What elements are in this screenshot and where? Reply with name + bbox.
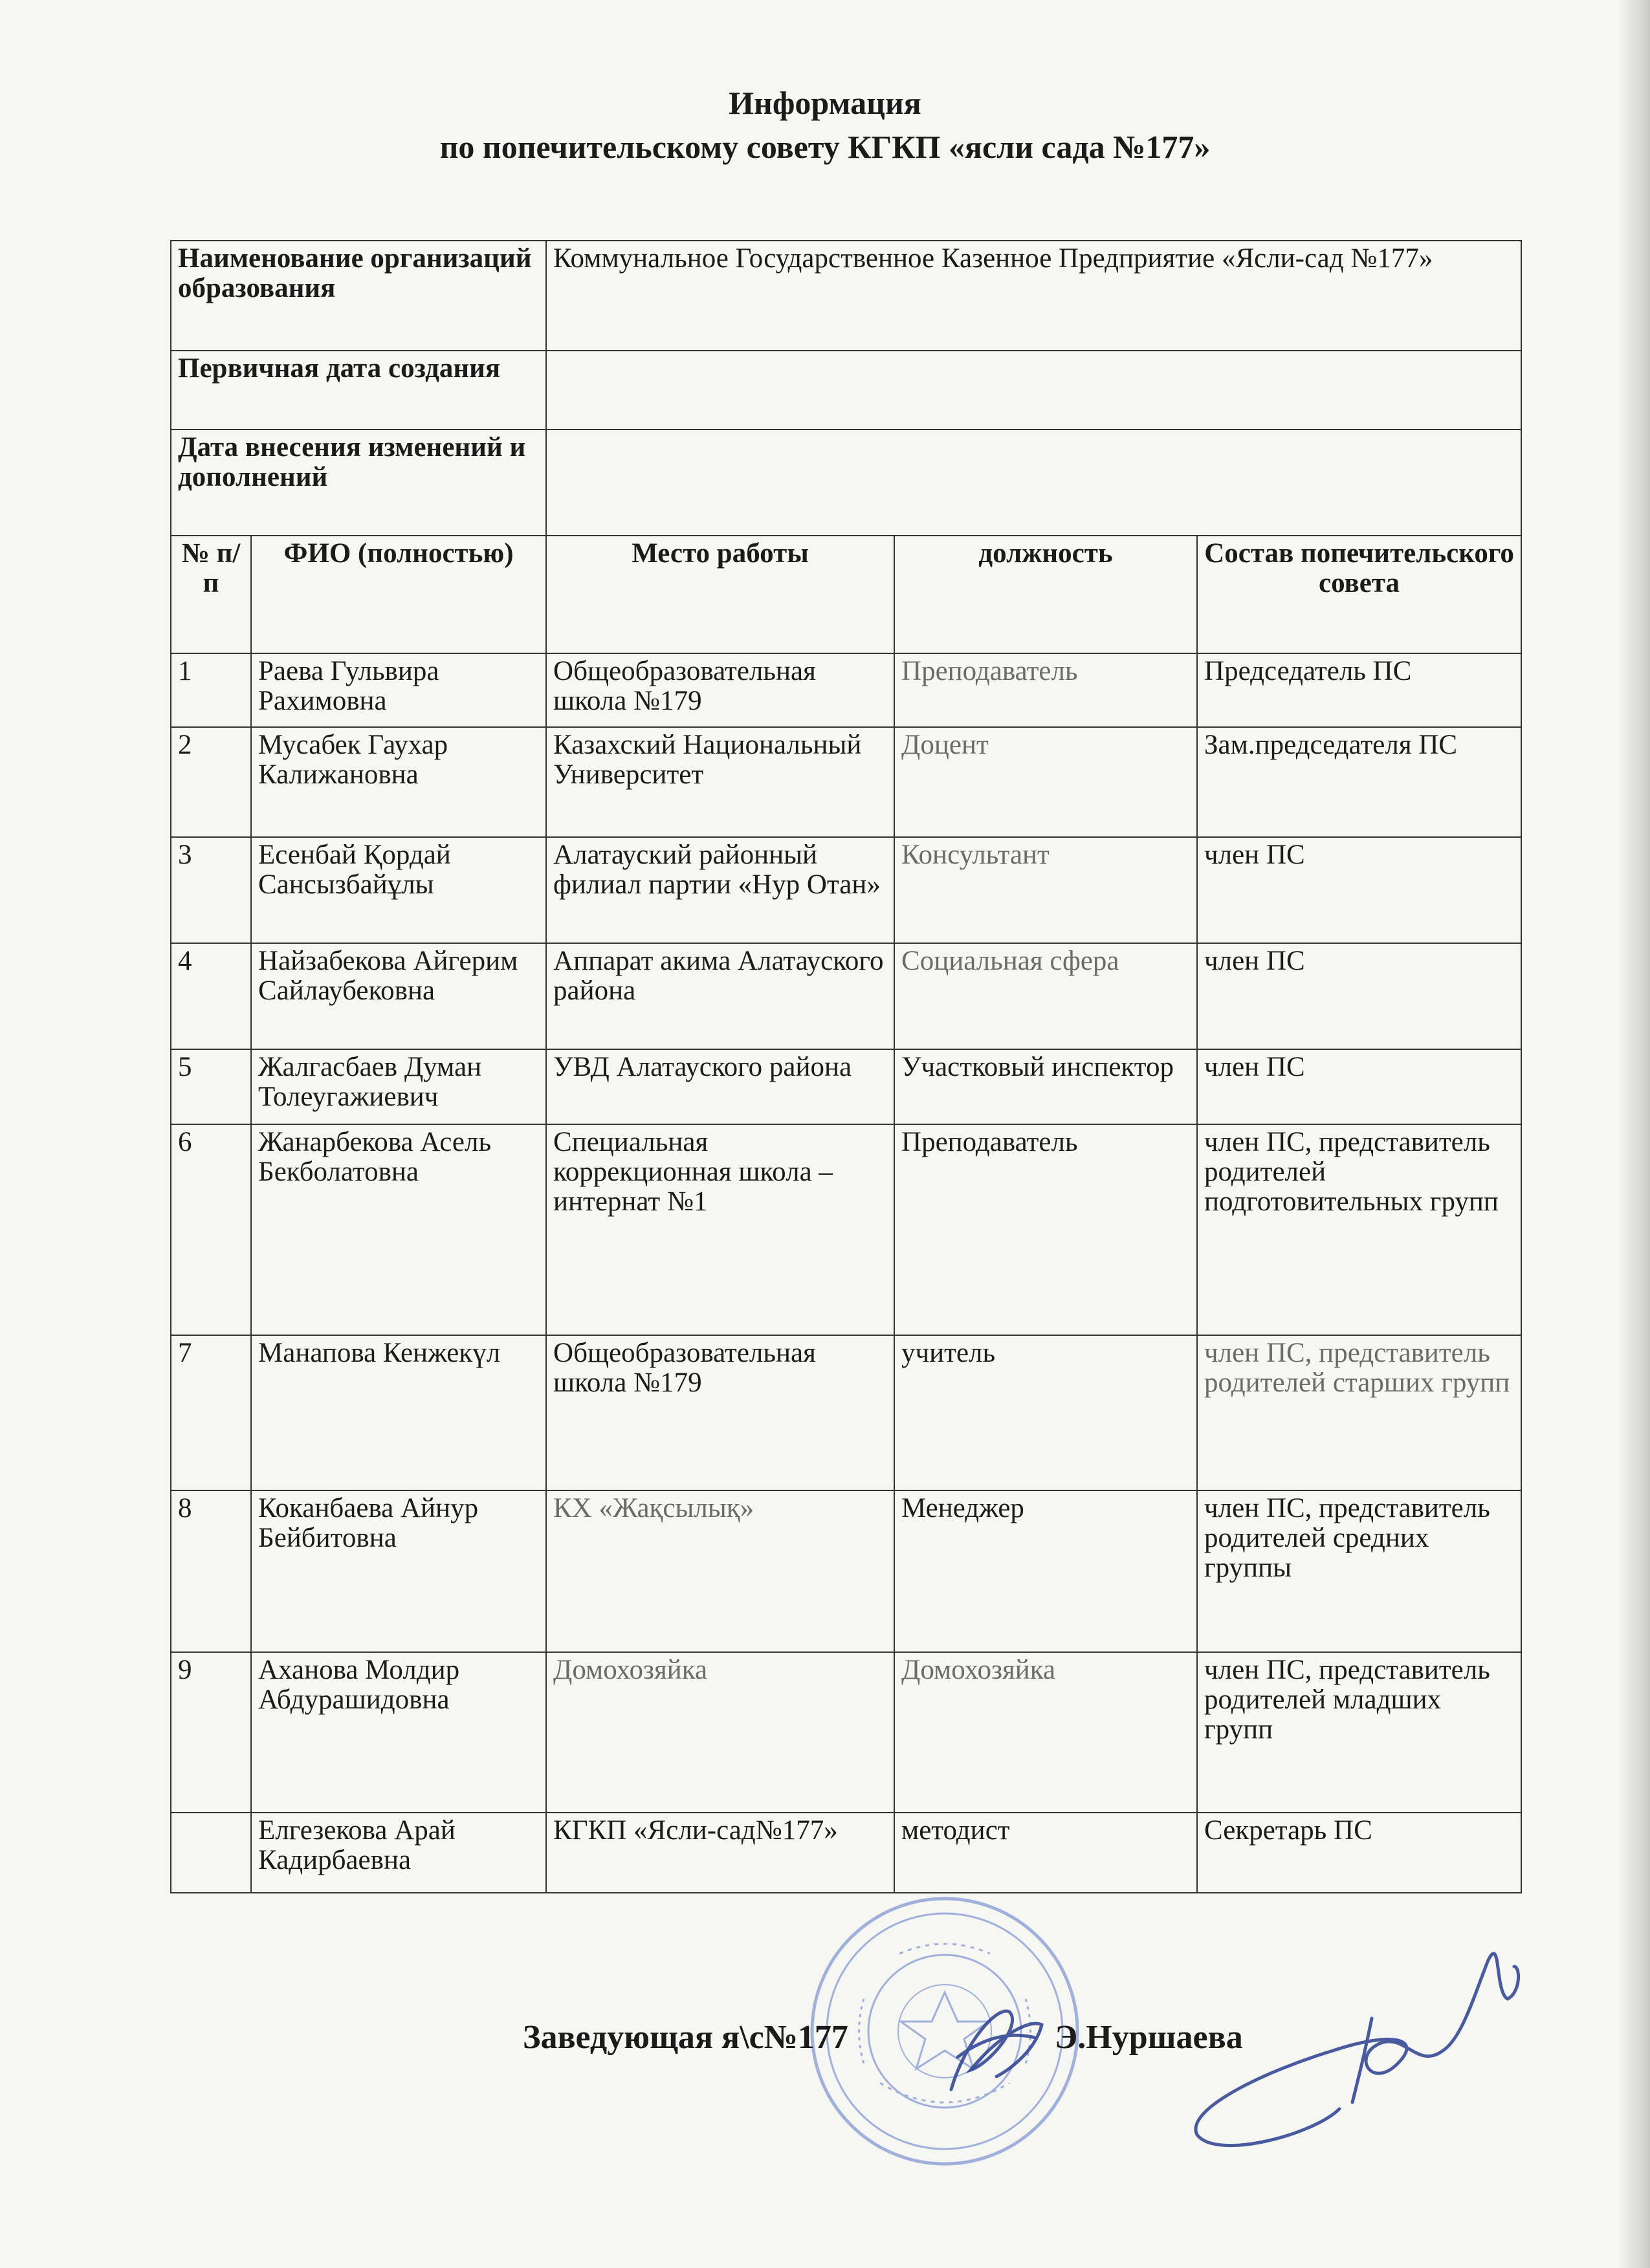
changes-date-row bbox=[171, 430, 1521, 536]
cell-fio: Аханова Молдир Абдурашидовна bbox=[251, 1652, 546, 1813]
cell-work: Домохозяйка bbox=[546, 1652, 894, 1813]
cell-work: Общеобразовательная школа №179 bbox=[546, 1335, 894, 1490]
cell-num: 6 bbox=[171, 1124, 251, 1335]
cell-fio: Елгезекова Арай Кадирбаевна bbox=[251, 1813, 546, 1893]
table-row bbox=[171, 727, 1521, 837]
table-row bbox=[171, 1335, 1521, 1490]
document-subtitle: по попечительскому совету КГКП «ясли сада №177» bbox=[439, 129, 1211, 165]
cell-fio: Раева Гульвира Рахимовна bbox=[251, 653, 546, 727]
head-name: Э.Нуршаева bbox=[1055, 2019, 1243, 2056]
created-date-row bbox=[171, 351, 1521, 430]
cell-num: 8 bbox=[171, 1490, 251, 1652]
created-date-label: Первичная дата создания bbox=[171, 351, 546, 430]
cell-work: КХ «Жақсылық» bbox=[546, 1490, 894, 1652]
cell-position: методист bbox=[894, 1813, 1197, 1893]
cell-num: 7 bbox=[171, 1335, 251, 1490]
cell-council: член ПС bbox=[1197, 1049, 1521, 1124]
col-header-position: должность bbox=[894, 536, 1197, 653]
cell-num: 1 bbox=[171, 653, 251, 727]
org-name-label: Наименование организаций образования bbox=[171, 241, 546, 351]
col-header-work: Место работы bbox=[546, 536, 894, 653]
page-scan-edge bbox=[1618, 0, 1650, 2268]
cell-work: Специальная коррекционная школа – интернат №1 bbox=[546, 1124, 894, 1335]
cell-fio: Есенбай Қордай Сансызбайұлы bbox=[251, 837, 546, 943]
cell-position: учитель bbox=[894, 1335, 1197, 1490]
cell-work: КГКП «Ясли-сад№177» bbox=[546, 1813, 894, 1893]
council-table bbox=[170, 240, 1522, 1893]
cell-position: Участковый инспектор bbox=[894, 1049, 1197, 1124]
cell-council: член ПС bbox=[1197, 943, 1521, 1049]
cell-council: член ПС, представитель родителей старших групп bbox=[1197, 1335, 1521, 1490]
cell-council: Председатель ПС bbox=[1197, 653, 1521, 727]
head-title: Заведующая я\с№177 bbox=[523, 2019, 848, 2056]
cell-num bbox=[171, 1813, 251, 1893]
table-row bbox=[171, 1049, 1521, 1124]
cell-position: Преподаватель bbox=[894, 1124, 1197, 1335]
table-row bbox=[171, 1813, 1521, 1893]
created-date-value bbox=[546, 351, 1521, 430]
cell-fio: Коканбаева Айнур Бейбитовна bbox=[251, 1490, 546, 1652]
table-row bbox=[171, 837, 1521, 943]
cell-work: Алатауский районный филиал партии «Нур Отан» bbox=[546, 837, 894, 943]
cell-position: Домохозяйка bbox=[894, 1652, 1197, 1813]
cell-fio: Жалгасбаев Думан Толеугажиевич bbox=[251, 1049, 546, 1124]
cell-fio: Найзабекова Айгерим Сайлаубековна bbox=[251, 943, 546, 1049]
cell-num: 2 bbox=[171, 727, 251, 837]
cell-position: Доцент bbox=[894, 727, 1197, 837]
table-row bbox=[171, 943, 1521, 1049]
cell-position: Социальная сфера bbox=[894, 943, 1197, 1049]
cell-fio: Мусабек Гаухар Калижановна bbox=[251, 727, 546, 837]
table-row bbox=[171, 1490, 1521, 1652]
col-header-num: № п/п bbox=[171, 536, 251, 653]
cell-num: 3 bbox=[171, 837, 251, 943]
cell-council: член ПС, представитель родителей подготовительных групп bbox=[1197, 1124, 1521, 1335]
document-title: Информация bbox=[729, 85, 921, 121]
table-row bbox=[171, 1124, 1521, 1335]
table-row bbox=[171, 1652, 1521, 1813]
col-header-fio: ФИО (полностью) bbox=[251, 536, 546, 653]
cell-position: Консультант bbox=[894, 837, 1197, 943]
cell-work: Аппарат акима Алатауского района bbox=[546, 943, 894, 1049]
cell-council: член ПС, представитель родителей средних группы bbox=[1197, 1490, 1521, 1652]
org-name-value: Коммунальное Государственное Казенное Предприятие «Ясли-сад №177» bbox=[546, 241, 1521, 351]
cell-num: 9 bbox=[171, 1652, 251, 1813]
col-header-council: Состав попечительского совета bbox=[1197, 536, 1521, 653]
cell-fio: Манапова Кенжекүл bbox=[251, 1335, 546, 1490]
cell-num: 5 bbox=[171, 1049, 251, 1124]
cell-council: член ПС, представитель родителей младших групп bbox=[1197, 1652, 1521, 1813]
cell-council: член ПС bbox=[1197, 837, 1521, 943]
changes-date-value bbox=[546, 430, 1521, 536]
table-row bbox=[171, 653, 1521, 727]
cell-position: Преподаватель bbox=[894, 653, 1197, 727]
table-header-row bbox=[171, 536, 1521, 653]
cell-fio: Жанарбекова Асель Бекболатовна bbox=[251, 1124, 546, 1335]
cell-position: Менеджер bbox=[894, 1490, 1197, 1652]
changes-date-label: Дата внесения изменений и дополнений bbox=[171, 430, 546, 536]
org-name-row bbox=[171, 241, 1521, 351]
cell-council: Зам.председателя ПС bbox=[1197, 727, 1521, 837]
cell-work: Казахский Национальный Университет bbox=[546, 727, 894, 837]
cell-work: УВД Алатауского района bbox=[546, 1049, 894, 1124]
cell-num: 4 bbox=[171, 943, 251, 1049]
cell-council: Секретарь ПС bbox=[1197, 1813, 1521, 1893]
cell-work: Общеобразовательная школа №179 bbox=[546, 653, 894, 727]
